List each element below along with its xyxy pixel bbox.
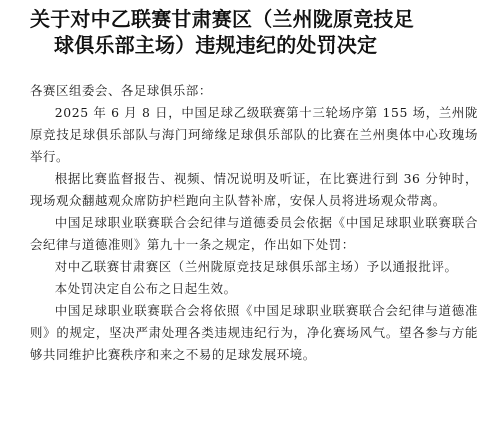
paragraph-basis: 中国足球职业联赛联合会纪律与道德委员会依据《中国足球职业联赛联合会纪律与道德准则》第九十一条之规定，作出如下处罚： — [30, 215, 478, 252]
paragraph-penalty: 对中乙联赛甘肃赛区（兰州陇原竞技足球俱乐部主场）予以通报批评。 — [54, 259, 458, 274]
title-line-2: 球俱乐部主场）违规违纪的处罚决定 — [54, 33, 378, 57]
paragraph-closing: 中国足球职业联赛联合会将依照《中国足球职业联赛联合会纪律与道德准则》的规定，坚决严肃处理各类违规违纪行为，净化赛场风气。望各参与方能够共同维护比赛秩序和来之不易的足球发展环境。 — [30, 303, 478, 362]
paragraph-match-info: 2025 年 6 月 8 日，中国足球乙级联赛第十三轮场序第 155 场，兰州陇原竞技足球俱乐部队与海门珂缔缘足球俱乐部队的比赛在兰州奥体中心玫瑰场举行。 — [30, 105, 478, 164]
paragraph-effective: 本处罚决定自公布之日起生效。 — [54, 281, 237, 296]
salutation: 各赛区组委会、各足球俱乐部： — [30, 83, 212, 98]
paragraph-incident: 根据比赛监督报告、视频、情况说明及听证，在比赛进行到 36 分钟时，现场观众翻越观众席防护栏跑向主队替补席，安保人员将进场观众带离。 — [30, 171, 478, 208]
title-line-1: 关于对中乙联赛甘肃赛区（兰州陇原竞技足 — [30, 7, 414, 31]
document-title — [30, 6, 478, 58]
